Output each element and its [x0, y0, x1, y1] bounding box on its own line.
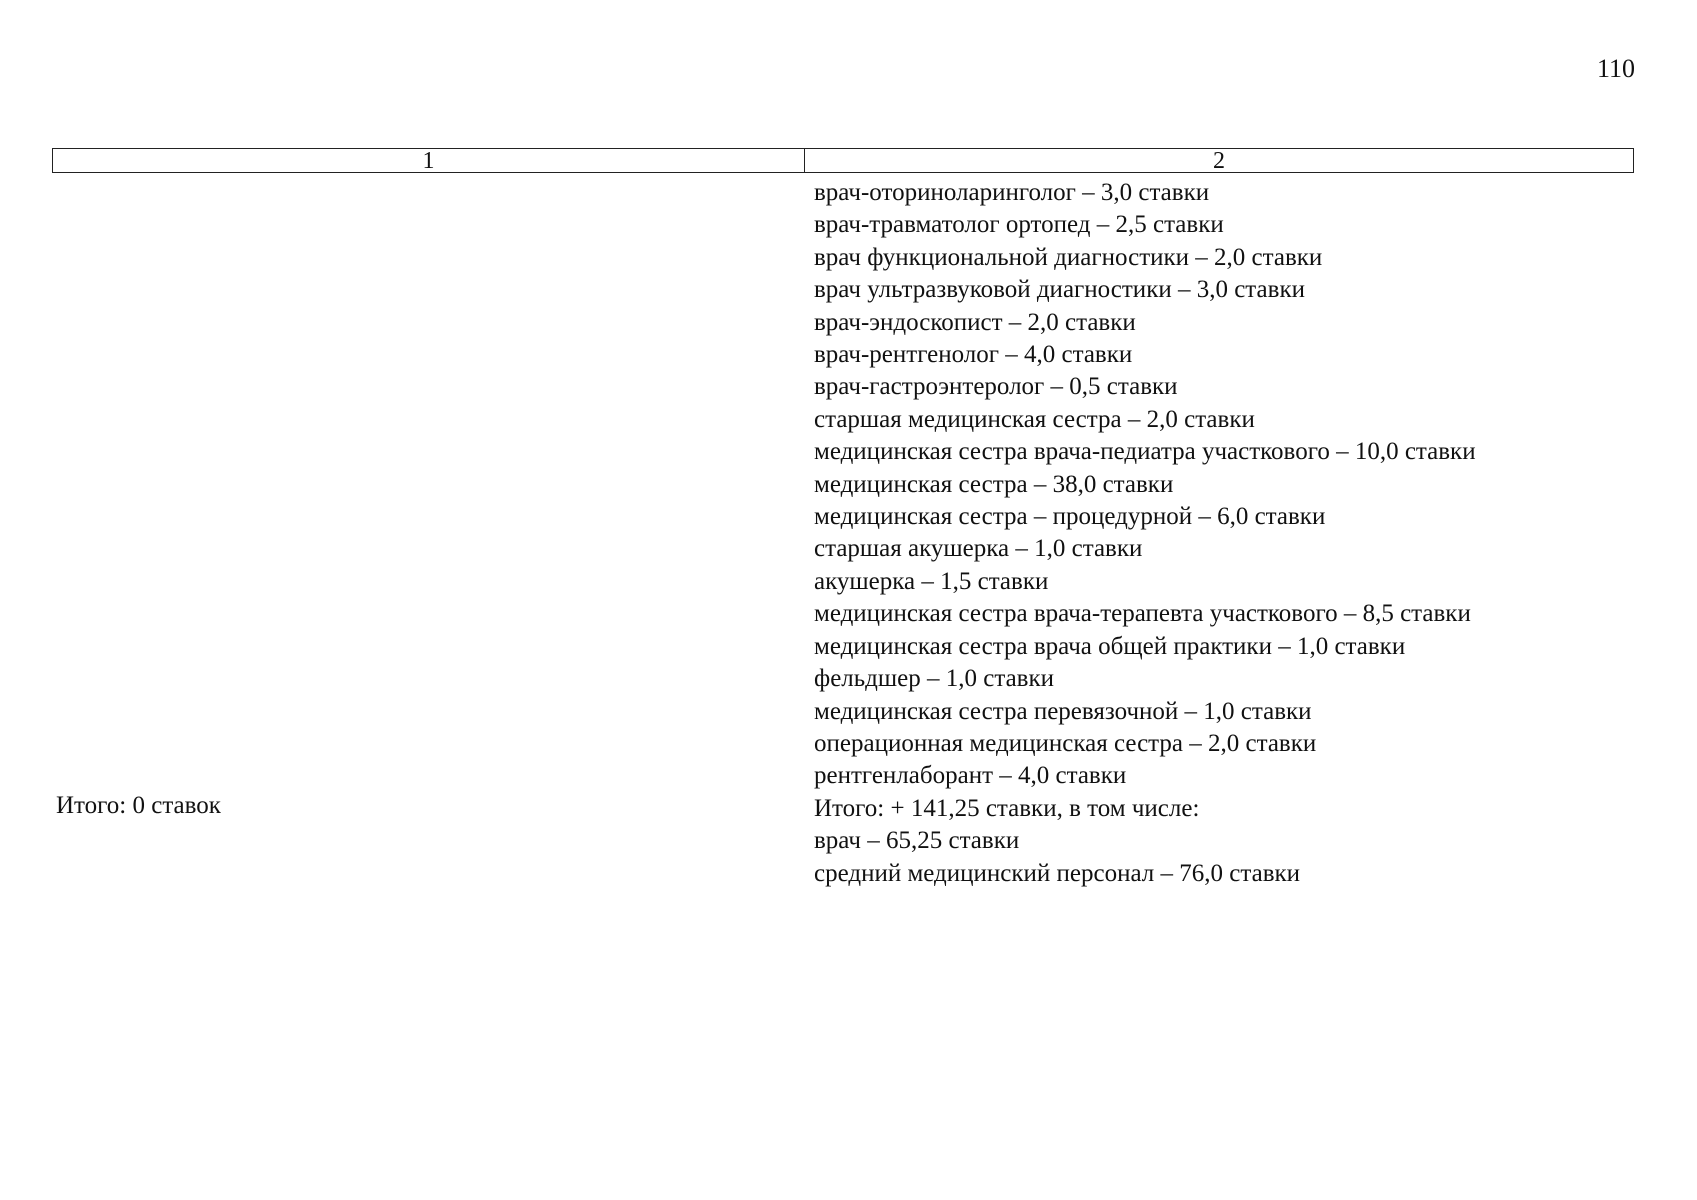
staff-position-item: медицинская сестра – 38,0 ставки [814, 470, 1174, 498]
staff-position-item: врач-рентгенолог – 4,0 ставки [814, 341, 1133, 369]
staff-position-item: медицинская сестра врача общей практики – 1,0 ставки [814, 632, 1406, 660]
staff-position-item: старшая акушерка – 1,0 ставки [814, 535, 1143, 563]
staff-position-item: врач-гастроэнтеролог – 0,5 ставки [814, 373, 1178, 401]
staff-position-item: операционная медицинская сестра – 2,0 ставки [814, 729, 1317, 757]
column-header-2: 2 [1213, 147, 1225, 174]
staff-position-item: старшая медицинская сестра – 2,0 ставки [814, 405, 1255, 433]
column1-total: Итого: 0 ставок [56, 792, 221, 819]
staff-position-item: медицинская сестра – процедурной – 6,0 ставки [814, 503, 1326, 531]
column-header-table [52, 148, 1634, 173]
staff-positions-list [814, 177, 1476, 890]
staff-position-item: врач-оториноларинголог – 3,0 ставки [814, 179, 1210, 206]
staff-position-item: акушерка – 1,5 ставки [814, 567, 1049, 595]
column2-total-doctors: врач – 65,25 ставки [814, 827, 1020, 855]
staff-position-item: врач-травматолог ортопед – 2,5 ставки [814, 211, 1224, 239]
staff-position-item: врач-эндоскопист – 2,0 ставки [814, 308, 1136, 336]
staff-position-item: врач ультразвуковой диагностики – 3,0 ставки [814, 276, 1305, 304]
column-header-1: 1 [53, 149, 805, 172]
staff-position-item: фельдшер – 1,0 ставки [814, 665, 1054, 693]
column2-total: Итого: + 141,25 ставки, в том числе: [814, 794, 1200, 822]
staff-position-item: медицинская сестра врача-педиатра участкового – 10,0 ставки [814, 438, 1476, 466]
staff-position-item: медицинская сестра врача-терапевта участкового – 8,5 ставки [814, 600, 1471, 628]
column2-total-nursing: средний медицинский персонал – 76,0 ставки [814, 859, 1301, 887]
page-number: 110 [1596, 54, 1635, 83]
staff-position-item: медицинская сестра перевязочной – 1,0 ставки [814, 697, 1312, 725]
staff-position-item: врач функциональной диагностики – 2,0 ставки [814, 243, 1323, 271]
staff-position-item: рентгенлаборант – 4,0 ставки [814, 762, 1127, 790]
